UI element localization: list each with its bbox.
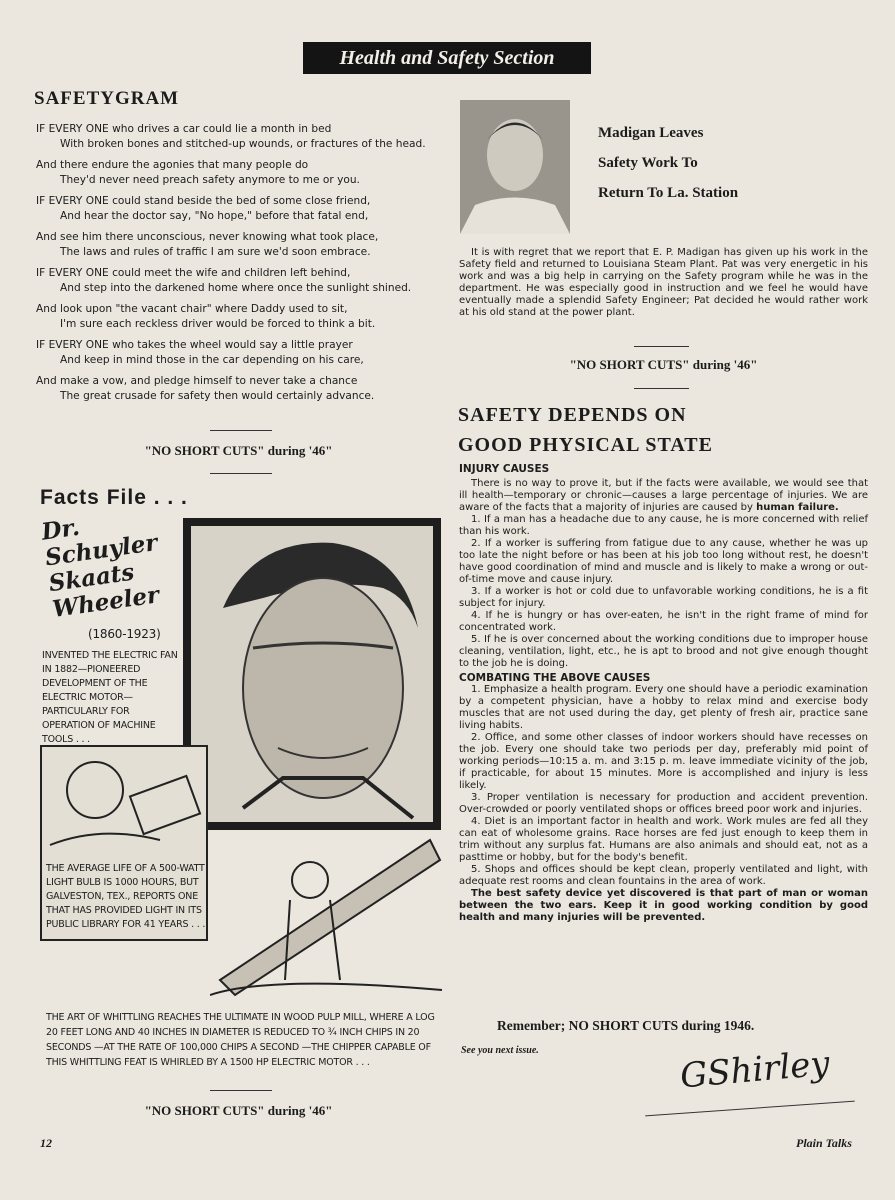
divider <box>210 473 272 474</box>
poem-stanza <box>36 374 441 404</box>
slogan: "NO SHORT CUTS" during '46" <box>569 357 758 372</box>
inventor-bio: INVENTED THE ELECTRIC FAN IN 1882—PIONEERED DEVELOPMENT OF THE ELECTRIC MOTOR—PARTICULARLY FOR OPERATION OF MACHINE TOOLS . . . <box>42 650 178 745</box>
headline-line: Madigan Leaves <box>598 125 704 141</box>
poem-stanza <box>36 338 441 368</box>
whittling-illustration <box>210 780 442 1005</box>
cause-item: 4. If he is hungry or has over-eaten, he isn't in the right frame of mind for concentrated work. <box>459 610 868 633</box>
article-title-line: SAFETY DEPENDS ON <box>458 404 687 426</box>
poem-line: And hear the doctor say, "No hope," before that fatal end, <box>60 210 369 222</box>
poem-stanza <box>36 158 441 188</box>
remember-line: Remember; NO SHORT CUTS during 1946. <box>497 1018 755 1033</box>
cause-item: 2. If a worker is suffering from fatigue due to any cause, whether he was up too late the night before or has been at his job too long without rest, he doesn't have good coordination of mind and muscle and is likely to make a wrong or out-of-time move and cause injury. <box>459 538 868 585</box>
safetygram-title: SAFETYGRAM <box>34 88 180 109</box>
poem-line: IF EVERY ONE could stand beside the bed of some close friend, <box>36 195 371 207</box>
causes-list <box>459 514 868 670</box>
whittling-fact: THE ART OF WHITTLING REACHES THE ULTIMATE IN WOOD PULP MILL, WHERE A LOG 20 FEET LONG AND 40 INCHES IN DIAMETER IS REDUCED TO ¾ INCH CHIPS IN 20 SECONDS —AT THE RATE OF 100,000 CHIPS A SECOND —THE CHIPPER CAPABLE OF THIS WHITTLING FEAT IS WHIRLED BY A 1500 HP ELECTRIC MOTOR . . . <box>46 1012 435 1068</box>
intro-text: There is no way to prove it, but if the facts were available, we would see that ill health—temporary or chronic—causes a large percentage of injuries. We are aware of the facts that a majority of injuries are caused by <box>459 478 868 513</box>
poem-line: And there endure the agonies that many people do <box>36 159 309 171</box>
article-title-line: GOOD PHYSICAL STATE <box>458 434 713 456</box>
poem-line: IF EVERY ONE who drives a car could lie a month in bed <box>36 123 332 135</box>
cause-item: 1. If a man has a headache due to any cause, he is more concerned with relief than his work. <box>459 514 868 537</box>
remedy-item: 1. Emphasize a health program. Every one should have a periodic examination by a competent physician, have a hobby to relax mind and exercise body muscles that are not used during the day, get plenty of fresh air, practice sane living habits. <box>459 684 868 731</box>
divider <box>210 430 272 431</box>
remedy-item: 4. Diet is an important factor in health and work. Work mules are fed all they can eat of wholesome grains. Race horses are fed just enough to keep them in trim without any surplus fat. Humans are also animals and should eat, not as a pasttime or hobby, but for the body's benefit. <box>459 816 868 863</box>
inventor-name: Dr. Schuyler Skaats Wheeler <box>39 513 161 623</box>
publication-name: Plain Talks <box>796 1136 852 1150</box>
slogan: "NO SHORT CUTS" during '46" <box>144 443 333 458</box>
madigan-photo <box>460 100 570 234</box>
slogan: "NO SHORT CUTS" during '46" <box>144 1103 333 1118</box>
cause-item: 5. If he is over concerned about the working conditions due to improper house cleaning, ventilation, light, etc., he is apt to brood and not give enough thought to the job he is doing. <box>459 634 868 669</box>
poem-line: And look upon "the vacant chair" where Daddy used to sit, <box>36 303 348 315</box>
remedy-item: 2. Office, and some other classes of indoor workers should have recesses on the job. Every one should take two periods per day, preferably mid point of working periods—10:15 a. m. and 3:15 p. m. leave immediate vicinity of the job, if practicable, for about 15 minutes. More is accomplished and injury is less likely. <box>459 732 868 791</box>
safetygram-poem <box>36 122 441 410</box>
article-title <box>458 400 713 460</box>
poem-line: With broken bones and stitched-up wounds, or fractures of the head. <box>60 138 426 150</box>
divider <box>210 1090 272 1091</box>
poem-line: IF EVERY ONE could meet the wife and children left behind, <box>36 267 351 279</box>
section-banner: Health and Safety Section <box>303 42 591 74</box>
poem-line: They'd never need preach safety anymore to me or you. <box>60 174 360 186</box>
poem-stanza <box>36 302 441 332</box>
headline-line: Safety Work To <box>598 155 698 171</box>
signature: GShirley <box>678 1043 832 1097</box>
poem-stanza <box>36 230 441 260</box>
poem-line: And keep in mind those in the car depending on his care, <box>60 354 364 366</box>
facts-file-title: Facts File . . . <box>40 486 188 509</box>
poem-line: And step into the darkened home where once the sunlight shined. <box>60 282 412 294</box>
poem-line: I'm sure each reckless driver would be forced to think a bit. <box>60 318 376 330</box>
poem-line: And make a vow, and pledge himself to never take a chance <box>36 375 358 387</box>
combating-heading: COMBATING THE ABOVE CAUSES <box>459 672 651 684</box>
page-number: 12 <box>40 1136 52 1150</box>
article-body <box>459 463 868 924</box>
poem-line: The great crusade for safety then would certainly advance. <box>60 390 375 402</box>
poem-line: And see him there unconscious, never knowing what took place, <box>36 231 379 243</box>
signature-underline <box>645 1101 855 1117</box>
cause-item: 3. If a worker is hot or cold due to unfavorable working conditions, he is a fit subject for injury. <box>459 586 868 609</box>
inventor-years: (1860-1923) <box>88 627 161 641</box>
poem-stanza <box>36 122 441 152</box>
intro-bold: human failure. <box>756 502 839 513</box>
conclusion: The best safety device yet discovered is that part of man or woman between the two ears. Keep it in good working condition by good health and many injuries will be prevented. <box>459 888 868 923</box>
remedies-list <box>459 684 868 888</box>
lightbulb-fact: THE AVERAGE LIFE OF A 500-WATT LIGHT BULB IS 1000 HOURS, BUT GALVESTON, TEX., REPORTS ONE THAT HAS PROVIDED LIGHT IN ITS PUBLIC LIBRARY FOR 41 YEARS . . . <box>46 863 206 930</box>
madigan-body: It is with regret that we report that E. P. Madigan has given up his work in the Safety field and returned to Louisiana Steam Plant. Pat was very energetic in his work and was a big help in carrying on the Safety program while he was in the department. He was especially good in instruction and we feel he would have eventually made a splendid Safety Engineer; Pat decided he would rather work at his old stand at the power plant. <box>459 247 868 318</box>
madigan-article <box>459 247 868 319</box>
divider <box>634 388 689 389</box>
madigan-headline <box>598 118 738 208</box>
see-next-issue: See you next issue. <box>461 1045 539 1056</box>
remedy-item: 5. Shops and offices should be kept clean, properly ventilated and light, with adequate rest rooms and clean fountains in the area of work. <box>459 864 868 887</box>
poem-line: IF EVERY ONE who takes the wheel would say a little prayer <box>36 339 353 351</box>
injury-causes-heading: INJURY CAUSES <box>459 463 550 475</box>
headline-line: Return To La. Station <box>598 185 739 201</box>
poem-stanza <box>36 194 441 224</box>
poem-stanza <box>36 266 441 296</box>
remedy-item: 3. Proper ventilation is necessary for production and accident prevention. Over-crowded or poorly ventilated shops or offices breed poor work and injuries. <box>459 792 868 815</box>
poem-line: The laws and rules of traffic I am sure we'd soon embrace. <box>60 246 371 258</box>
divider <box>634 346 689 347</box>
